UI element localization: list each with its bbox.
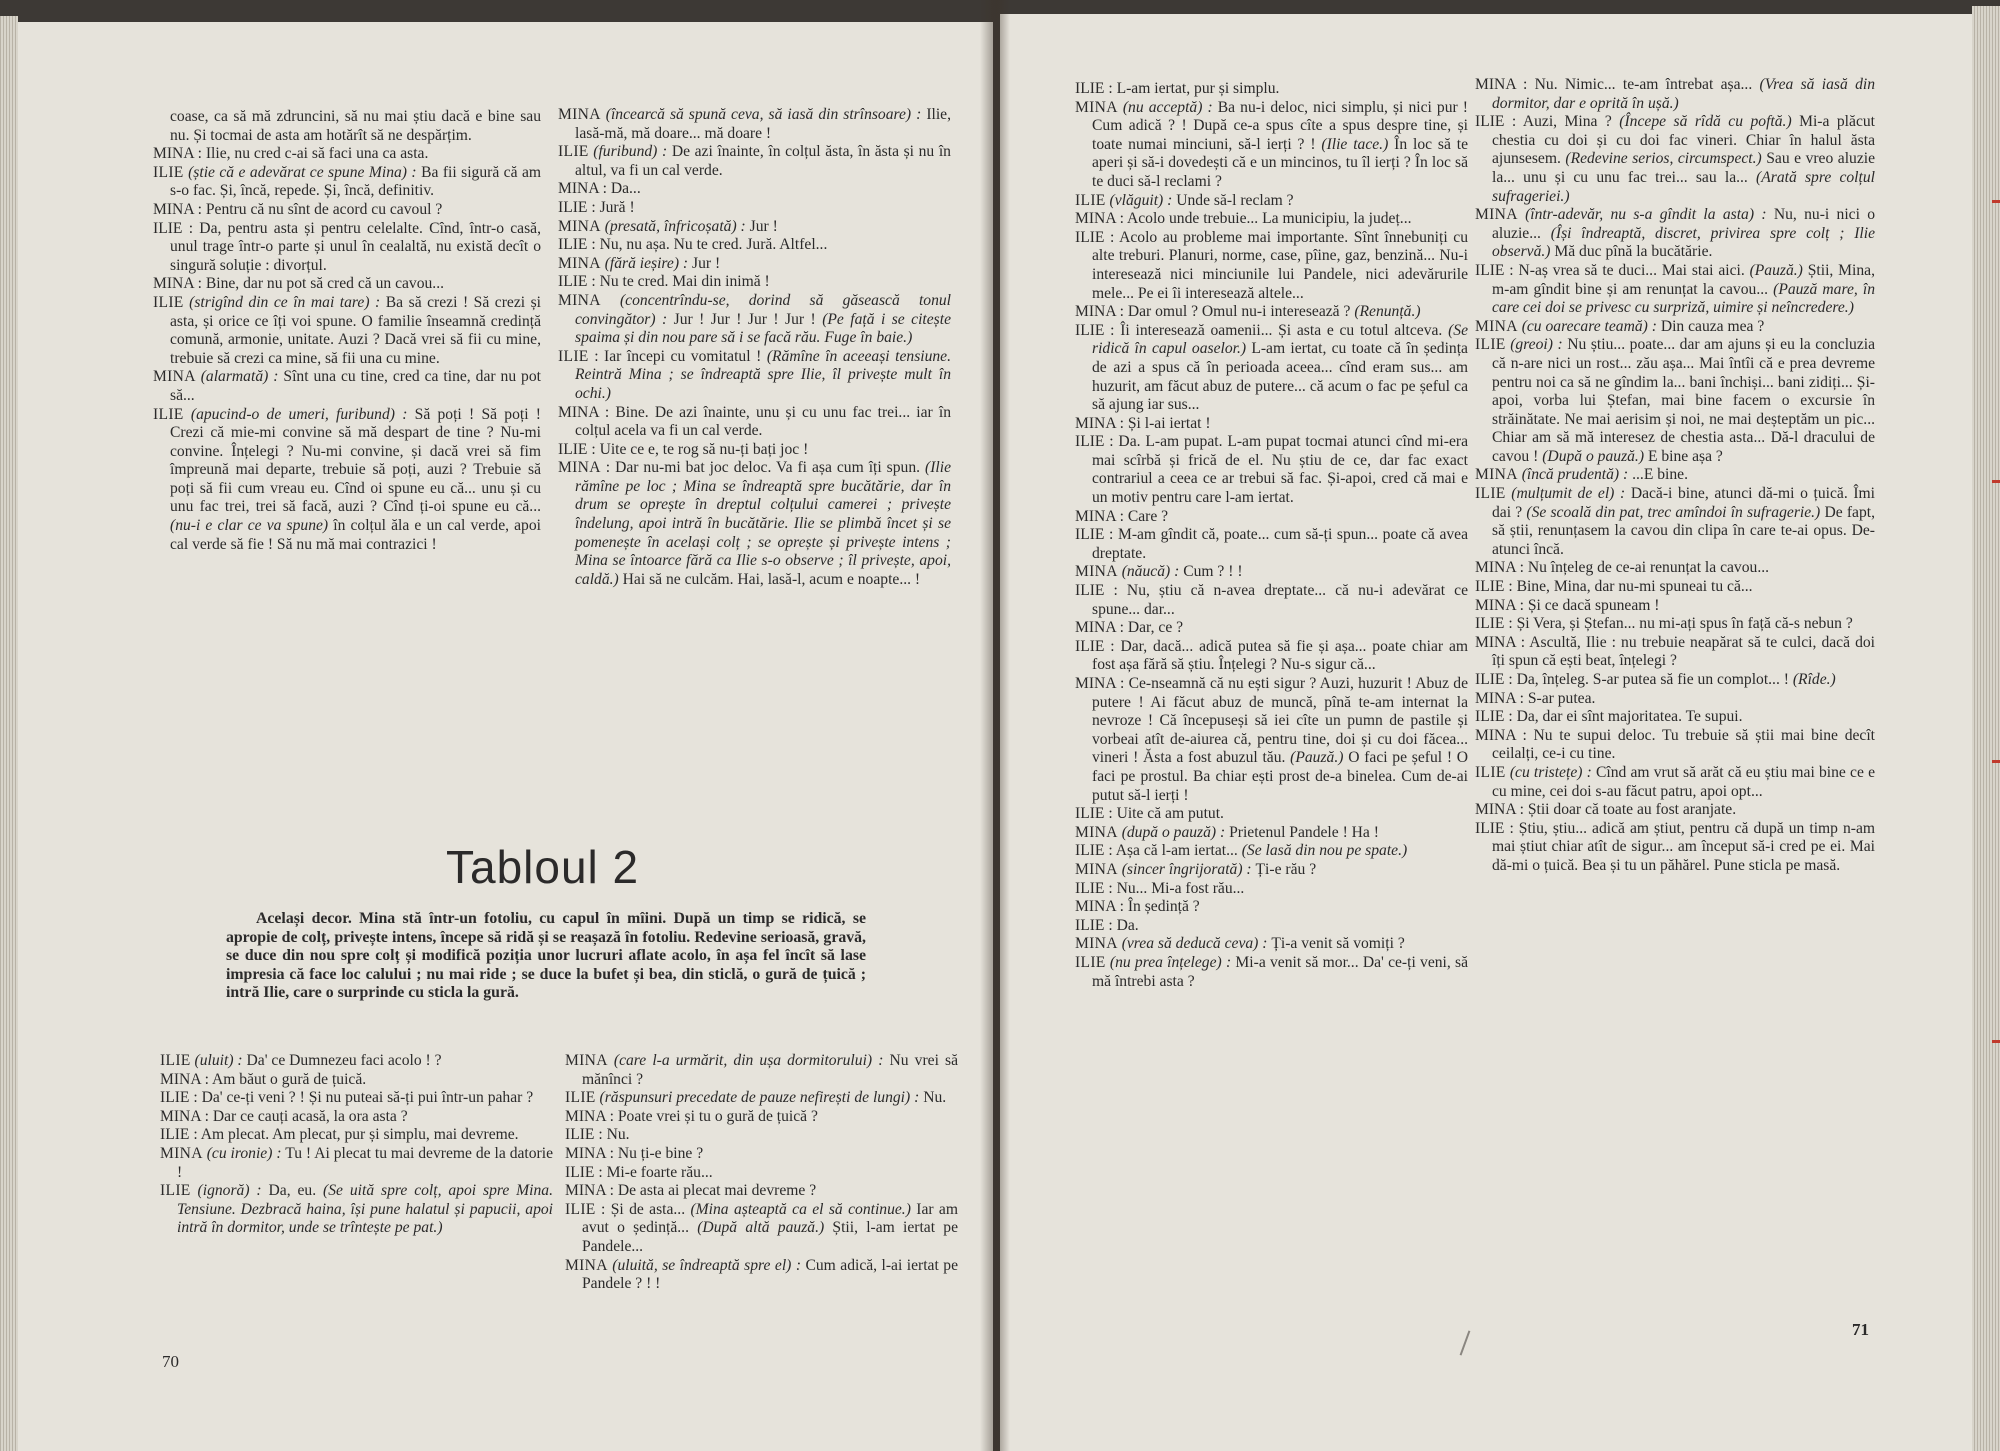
dialogue-line: [1075, 824, 1468, 843]
dialogue-line: [1475, 113, 1875, 206]
line-text: : Dar nu-mi bat joc deloc. Va fi așa cum îți spun.: [605, 459, 921, 477]
line-text: MINA : Și l-ai iertat !: [1075, 414, 1211, 432]
dialogue-line: [153, 406, 541, 555]
line-text: în colțul ăla e un cal verde, apoi cal verde să fie ! Să nu mă mai contrazici !: [170, 517, 541, 553]
dialogue-line: [558, 180, 951, 199]
dialogue-line: [1075, 842, 1468, 861]
speaker-name: MINA: [558, 254, 601, 272]
dialogue-line: [153, 275, 541, 294]
line-text: MINA : Nu înțeleg de ce-ai renunțat la cavou...: [1475, 559, 1770, 577]
dialogue-line: [558, 236, 951, 255]
dialogue-line: [1475, 671, 1875, 690]
line-text: ILIE : N-aș vrea să te duci... Mai stai aici.: [1475, 261, 1745, 279]
dialogue-line: [1075, 898, 1468, 917]
speaker-name: MINA: [1075, 98, 1118, 116]
line-text: ILIE : L-am iertat, pur și simplu.: [1075, 80, 1280, 97]
line-text: ILIE : Am plecat. Am plecat, pur și simplu, mai devreme.: [160, 1126, 519, 1144]
dialogue-line: [1475, 764, 1875, 801]
dialogue-line: [558, 143, 951, 180]
dialogue-line: [1475, 690, 1875, 709]
stage-note: (strigînd din ce în mai tare) :: [189, 293, 381, 311]
line-text: ILIE : Da. L-am pupat. L-am pupat tocmai atunci cînd mi-era mai scîrbă și frică de el. Nu știu de ce, dar fac exact contrariul a ceea ce ar trebui să fac. Și-apoi, cred că mai e un motiv pentru care l-am iertat.: [1075, 433, 1468, 507]
dialogue-line: [1475, 76, 1875, 113]
stage-note: (nu prea înțelege) :: [1109, 953, 1232, 971]
line-text: ILIE : Da, înțeleg. S-ar putea să fie un complot... !: [1475, 671, 1789, 688]
line-text: Ți-a venit să vomiți ?: [1271, 935, 1405, 953]
line-text: L-am iertat, cu toate că în ședința de azi a spus că în perioada aceea... cînd eram sus... am huzurit, am făcut abuz de putere... că acum o fac pe șeful ca să ajung iar sus...: [1092, 340, 1468, 414]
stage-note: (vrea să deducă ceva) :: [1121, 935, 1268, 953]
speaker-name: MINA: [1075, 860, 1118, 878]
line-text: ILIE : Dar, dacă... adică putea să fie și așa... poate chiar am fost așa fără să știu. Înțelegi ? Nu-s sigur că...: [1075, 637, 1468, 674]
dialogue-line: [1075, 805, 1468, 824]
stage-note: (Redevine serios, circumspect.): [1565, 150, 1762, 168]
dialogue-line: [565, 1201, 958, 1257]
line-text: Ba să crezi ! Să crezi și asta, și orice ce îți voi spune. O familie înseamnă credință comună, armonie, unitate. Auzi ? Dacă vrei să fii cu mine, trebuie să crezi ca mine, să fii una cu mine.: [170, 293, 541, 367]
line-text: Unde să-l reclam ?: [1176, 191, 1294, 209]
dialogue-line: [1475, 466, 1875, 485]
line-text: MINA : În ședință ?: [1075, 898, 1200, 916]
stage-note: (nu acceptă) :: [1122, 98, 1213, 116]
line-text: Jur ! Jur ! Jur ! Jur !: [673, 310, 816, 328]
dialogue-line: [1075, 675, 1468, 805]
dialogue-line: [1475, 727, 1875, 764]
line-text: ILIE : Mi-e foarte rău...: [565, 1163, 713, 1181]
dialogue-line: [160, 1145, 553, 1182]
line-text: Nu știu... poate... dar am ajuns și eu la concluzia că n-are nici un rost... zău așa... Mai întîi că e prea devreme pentru noi ca să ne gîndim la... bani închiși... bani zidiți... Și-apoi, vorba lui Ștefan, mai bine facem o excursie în străinătate. Ne mai aerisim și noi, ne mai deșteptăm un pic... Chiar am să mă interesez de chestia asta... Dă-l dracului de cavou !: [1492, 336, 1875, 465]
stage-note: (știe că e adevărat ce spune Mina) :: [188, 163, 417, 181]
line-text: ILIE : Nu... Mi-a fost rău...: [1075, 879, 1245, 897]
stage-note: (După altă pauză.): [697, 1219, 825, 1237]
speaker-name: ILIE: [1475, 485, 1506, 503]
stage-note: (Se scoală din pat, trec amîndoi în sufragerie.): [1526, 503, 1821, 521]
line-text: : Iar începi cu vomitatul !: [594, 347, 762, 365]
stage-note: (Rămîne în aceeași tensiune. Reintră Mina ; se îndreaptă spre Ilie, îl privește mult în ochi.): [575, 347, 952, 402]
line-text: ILIE : Și Vera, și Ștefan... nu mi-ați spus în față că-s nebun ?: [1475, 615, 1853, 633]
line-text: coase, ca să mă zdruncini, să nu mai știu dacă e bine sau nu. Și tocmai de asta am hotărît să ne despărțim.: [170, 108, 541, 144]
dialogue-line: [1075, 935, 1468, 954]
line-text: ILIE : Nu, știu că n-avea dreptate... că nu-i adevărat ce spune... dar...: [1075, 582, 1468, 618]
stage-note: (sincer îngrijorată) :: [1121, 860, 1252, 878]
page-number-left: 70: [162, 1352, 179, 1371]
line-text: În loc să te aperi și să-i dovedești că e un mincinos, tu îl ierți ? În loc să te duci să-l reclami ?: [1092, 135, 1468, 190]
stage-note: (concentrîndu-se, dorind să găsească tonul convingător) :: [575, 291, 951, 328]
speaker-name: MINA: [558, 291, 601, 309]
line-text: Jur !: [749, 217, 778, 235]
speaker-name: MINA: [558, 217, 601, 235]
speaker-name: MINA: [558, 459, 601, 477]
line-text: : Și de asta...: [601, 1200, 686, 1218]
scene-title: Tabloul 2: [446, 841, 640, 893]
line-text: Mi-a venit să mor... Da' ce-ți veni, să mă întrebi asta ?: [1092, 953, 1468, 990]
line-text: Din cauza mea ?: [1660, 317, 1765, 335]
line-text: Să poți ! Să poți ! Crezi că mie-mi convine să mă despart de tine ? Nu-mi convine. Înțelegi ? Nu-mi convine, și dacă vrei să fim împreună mai departe, trebuie să poți, auzi ? Trebuie să poți să fii cum vreau eu. Cînd oi spune eu că... unu și cu unu fac trei, trei să facă, auzi ? Cînd ți-oi spune eu că...: [170, 405, 541, 516]
line-text: ILIE : Îi interesează oamenii... Și asta e cu totul altceva.: [1075, 321, 1443, 339]
dialogue-line: [565, 1108, 958, 1127]
line-text: Știi, Mina, m-am gîndit bine și am renunțat la cavou...: [1492, 261, 1875, 298]
dialogue-line: [153, 368, 541, 405]
line-text: Sînt una cu tine, cred ca tine, dar nu pot să...: [170, 368, 541, 404]
speaker-name: MINA: [1075, 823, 1118, 841]
right-column-1: [1075, 80, 1468, 991]
speaker-name: ILIE: [153, 163, 184, 181]
dialogue-line: [558, 441, 951, 460]
line-text: Jur !: [692, 254, 721, 272]
line-text: Tu ! Ai plecat tu mai devreme de la datorie !: [177, 1144, 553, 1181]
stage-note: (Ilie tace.): [1321, 135, 1389, 153]
dialogue-line: [153, 164, 541, 201]
dialogue-line: [1075, 303, 1468, 322]
left-column-4: [565, 1052, 958, 1294]
page-marker: [1992, 760, 2000, 763]
left-column-1: [153, 108, 541, 554]
line-text: MINA : Ascultă, Ilie : nu trebuie neapărat să te culci, dacă doi îți spun că ești beat, înțelegi ?: [1475, 633, 1875, 670]
book-gutter: [980, 0, 1010, 1451]
page-number-right: 71: [1852, 1320, 1869, 1339]
dialogue-line: [1475, 801, 1875, 820]
line-text: Ilie, lasă-mă, mă doare... mă doare !: [575, 106, 951, 142]
line-text: Prietenul Pandele ! Ha !: [1229, 823, 1379, 841]
line-text: Ba nu-i deloc, nici simplu, și nici pur ! Cum adică ? ! După ce-a spus cîte a spus despre tine, și toate numai minciuni, să-l ierți ? !: [1092, 98, 1468, 153]
speaker-name: MINA: [1475, 466, 1518, 484]
dialogue-line: [153, 201, 541, 220]
line-text: De fapt, să știi, renunțasem la cavou din clipa în care te-ai opus. De-atunci încă.: [1492, 503, 1875, 558]
stage-note: (după o pauză) :: [1121, 823, 1226, 841]
line-text: Cum ? ! !: [1183, 563, 1243, 581]
stage-note: (Pauză.): [1749, 261, 1803, 279]
line-text: MINA : Și ce dacă spuneam !: [1475, 596, 1660, 614]
line-text: MINA : Bine. De azi înainte, unu și cu unu fac trei... iar în colțul acela va fi un cal verde.: [558, 403, 951, 440]
dialogue-line: [565, 1145, 958, 1164]
line-text: Cînd am vrut să arăt că eu știu mai bine ce e cu mine, cei doi s-au făcut patru, apoi opt...: [1492, 763, 1875, 800]
line-text: MINA : Care ?: [1075, 507, 1169, 525]
stage-note: (cu tristețe) :: [1509, 763, 1592, 781]
dialogue-line: [1075, 619, 1468, 638]
speaker-name: MINA: [1475, 317, 1518, 335]
line-text: MINA : Dar omul ? Omul nu-i interesează ?: [1075, 303, 1351, 321]
speaker-name: MINA: [1475, 206, 1518, 224]
stage-note: (cu oarecare teamă) :: [1521, 317, 1657, 335]
dialogue-line: [1075, 322, 1468, 415]
dialogue-line: [1475, 318, 1875, 337]
speaker-name: MINA: [565, 1052, 608, 1069]
line-text: ILIE : Nu te cred. Mai din inimă !: [558, 273, 770, 291]
stage-note: (Arată spre colțul sufrageriei.): [1492, 168, 1875, 205]
stage-note: (Vrea să iasă din dormitor, dar e oprită în ușă.): [1492, 76, 1876, 112]
stage-note: (Pauză mare, în care cei doi se privesc cu surpriză, uimire și neîncredere.): [1492, 280, 1875, 317]
stage-note: (nu-i e clar ce va spune): [170, 517, 329, 535]
dialogue-line: [1075, 563, 1468, 582]
dialogue-line: [1475, 206, 1875, 262]
line-text: ILIE : Da' ce-ți veni ? ! Și nu puteai să-ți pui într-un pahar ?: [160, 1089, 534, 1107]
right-column-2: [1475, 76, 1875, 876]
dialogue-line: [1475, 820, 1875, 876]
dialogue-line: [1475, 336, 1875, 466]
stage-note: (alarmată) :: [200, 368, 279, 386]
line-text: ...E bine.: [1632, 466, 1688, 484]
dialogue-line: [1475, 559, 1875, 578]
dialogue-line: [1075, 210, 1468, 229]
stage-note: (vlăguit) :: [1109, 191, 1173, 209]
stage-note: (cu ironie) :: [206, 1144, 282, 1162]
line-text: ILIE : Știu, știu... adică am știut, pentru că după un timp n-am mai știut chiar atît de sigur... am început să-i cred pe ei. Mai dă-mi o țuică. Bea și tu un păhărel. Pune sticla pe masă.: [1475, 819, 1875, 874]
right-page-edges: [1972, 6, 2000, 1451]
speaker-name: MINA: [153, 368, 196, 386]
stage-direction: Același decor. Mina stă într-un fotoliu, cu capul în mîini. După un timp se ridică, se apropie de colț, privește intens, începe să ridă și se reașază în fotoliu. Redevine serioasă, gravă, se duce din nou spre colț și modifică poziția unor lucruri aflate acolo, în așa fel încît să lase impresia că face loc calului ; nu mai ride ; se duce la bufet și bea, din sticlă, o gură de țuică ; intră Ilie, care o surprinde cu sticla la gură.: [226, 910, 866, 1002]
dialogue-line: [1075, 954, 1468, 991]
line-text: MINA : De asta ai plecat mai devreme ?: [565, 1182, 817, 1200]
line-text: ILIE : Jură !: [558, 198, 635, 216]
dialogue-line: [1075, 880, 1468, 899]
stage-note: (Pauză.): [1290, 749, 1344, 767]
right-page: [1000, 14, 1972, 1451]
dialogue-line: [1475, 634, 1875, 671]
line-text: Ba fii sigură că am s-o fac. Și, încă, repede. Și, încă, definitiv.: [170, 163, 542, 200]
line-text: MINA : Acolo unde trebuie... La municipiu, la județ...: [1075, 210, 1412, 228]
dialogue-line: [1075, 508, 1468, 527]
line-text: ILIE : Nu.: [565, 1126, 630, 1144]
dialogue-line: [565, 1089, 958, 1108]
stage-note: (care l-a urmărit, din ușa dormitorului) :: [613, 1052, 884, 1069]
dialogue-line: [1475, 615, 1875, 634]
page-marker: [1992, 1040, 2000, 1043]
line-text: MINA : Da...: [558, 180, 641, 198]
dialogue-line: [1475, 262, 1875, 318]
left-page: [18, 22, 993, 1451]
line-text: MINA : Bine, dar nu pot să cred că un cavou...: [153, 275, 445, 293]
speaker-name: MINA: [1075, 935, 1118, 953]
dialogue-line: [1075, 433, 1468, 507]
line-text: ILIE : Bine, Mina, dar nu-mi spuneai tu că...: [1475, 578, 1753, 596]
stage-note: (Ilie rămîne pe loc ; Mina se îndreaptă spre bucătărie, dar în drum se oprește în dreptul colțului camerei ; privește îndelung, apoi intră în bucătărie. Ilie se plimbă încet și se pomenește în același colț ; se oprește și privește intens ; Mina se întoarce fără ca Ilie s-o observe ; îl privește, apoi, caldă.): [575, 459, 951, 588]
dialogue-line: [160, 1089, 553, 1108]
line-text: ILIE : M-am gîndit că, poate... cum să-ți spun... poate că avea dreptate.: [1075, 526, 1468, 562]
line-text: Nu.: [923, 1089, 947, 1107]
stage-note: (uluit) :: [194, 1052, 243, 1069]
stage-note: (Se lasă din nou pe spate.): [1241, 842, 1408, 860]
line-text: MINA : Dar ce cauți acasă, la ora asta ?: [160, 1107, 408, 1125]
speaker-name: ILIE: [565, 1089, 596, 1107]
speaker-name: ILIE: [558, 143, 589, 161]
speaker-name: ILIE: [160, 1052, 191, 1069]
dialogue-line: [1075, 229, 1468, 303]
dialogue-line: [558, 199, 951, 218]
dialogue-line: [160, 1182, 553, 1238]
stage-note: (încearcă să spună ceva, să iasă din strînsoare) :: [605, 106, 922, 123]
dialogue-line: [153, 145, 541, 164]
dialogue-line: [1475, 485, 1875, 559]
dialogue-line: [153, 294, 541, 368]
dialogue-line: [160, 1108, 553, 1127]
line-text: ILIE : Uite că am putut.: [1075, 805, 1224, 823]
speaker-name: MINA: [1075, 563, 1118, 581]
line-text: De azi înainte, în colțul ăsta, în ăsta și nu în altul, va fi un cal verde.: [575, 143, 951, 179]
stage-note: (Începe să rîdă cu poftă.): [1619, 113, 1792, 131]
dialogue-line: [160, 1071, 553, 1090]
dialogue-line: [153, 220, 541, 276]
line-text: Știi, l-am iertat pe Pandele...: [582, 1219, 959, 1255]
line-text: ILIE : Nu, nu așa. Nu te cred. Jură. Altfel...: [558, 236, 828, 254]
line-text: MINA : Ce-nseamnă că nu ești sigur ? Auzi, huzurit ! Abuz de putere ! Ai făcut abuz de muncă, pînă te-am internat la nevroze ! Că începuseși să iei cîte un pumn de pastile și vorbeai atît de-aiurea că, pentru tine, doi și cu doi făcea... vineri ! Ăsta a fost abuzul tău.: [1075, 675, 1468, 767]
dialogue-line: [1075, 861, 1468, 880]
stage-note: (răspunsuri precedate de pauze nefirești de lungi) :: [599, 1089, 920, 1107]
dialogue-line: [558, 459, 951, 589]
line-text: Hai să ne culcăm. Hai, lasă-l, acum e noapte... !: [622, 570, 921, 588]
line-text: MINA : Nu. Nimic... te-am întrebat așa...: [1475, 76, 1753, 93]
stage-note: (presată, înfricoșată) :: [604, 217, 746, 235]
dialogue-line: [1075, 917, 1468, 936]
line-text: Mă duc pînă la bucătărie.: [1554, 243, 1713, 261]
speaker-name: ILIE: [153, 293, 184, 311]
stage-note: (încă prudentă) :: [1521, 466, 1629, 484]
line-text: Da, eu.: [268, 1182, 317, 1200]
dialogue-line: [1075, 415, 1468, 434]
line-text: ILIE : Așa că l-am iertat...: [1075, 842, 1238, 860]
dialogue-line: [558, 292, 951, 348]
left-column-3: [160, 1052, 553, 1238]
speaker-name: ILIE: [160, 1182, 191, 1200]
dialogue-line: [558, 106, 951, 143]
dialogue-line: [565, 1182, 958, 1201]
stage-note: (Mina așteaptă ca el să continue.): [690, 1200, 911, 1218]
dialogue-line: [1075, 99, 1468, 192]
line-text: E bine așa ?: [1647, 447, 1723, 465]
line-text: Da' ce Dumnezeu faci acolo ! ?: [246, 1052, 442, 1069]
line-text: MINA : Nu ți-e bine ?: [565, 1144, 704, 1162]
dialogue-line: [558, 273, 951, 292]
dialogue-line: [1075, 638, 1468, 675]
dialogue-line: [160, 1126, 553, 1145]
dialogue-line: [565, 1052, 958, 1089]
speaker-name: MINA: [558, 106, 601, 123]
dialogue-line: [1075, 526, 1468, 563]
line-text: Dacă-i bine, atunci dă-mi o țuică. Îmi dai ?: [1492, 485, 1875, 521]
stage-note: (Renunță.): [1354, 303, 1421, 321]
dialogue-line: [558, 348, 951, 404]
line-text: ILIE : Da.: [1075, 916, 1139, 934]
stage-note: (greoi) :: [1510, 336, 1563, 354]
stage-note: (fără ieșire) :: [604, 254, 689, 272]
speaker-name: MINA: [565, 1256, 608, 1274]
dialogue-line: [558, 255, 951, 274]
left-column-2: [558, 106, 951, 589]
speaker-name: ILIE: [1075, 953, 1106, 971]
speaker-name: ILIE: [558, 347, 589, 365]
line-text: O faci pe șeful ! O faci pe prostul. Ba chiar ești prost de-a binelea. Cum de-ai putut să-l ierți !: [1092, 749, 1469, 804]
stage-note: (Se uită spre colț, apoi spre Mina. Tensiune. Dezbracă haina, își pune halatul și papucii, apoi intră în dormitor, unde se trîntește pe pat.): [177, 1182, 553, 1237]
line-text: MINA : Știi doar că toate au fost aranjate.: [1475, 801, 1737, 819]
stage-note: (Pe față i se citește spaima și din nou pare să i se facă rău. Fuge în baie.): [575, 310, 951, 347]
stage-note: (uluită, se îndreaptă spre el) :: [612, 1256, 802, 1274]
stage-note: (năucă) :: [1121, 563, 1180, 581]
stage-note: (mulțumit de el) :: [1511, 485, 1626, 503]
stage-note: (furibund) :: [593, 143, 668, 161]
page-marker: [1992, 200, 2000, 203]
stage-note: (într-adevăr, nu s-a gîndit la asta) :: [1525, 206, 1767, 224]
dialogue-line: [1075, 80, 1468, 99]
line-text: Nu, nu-i nici o aluzie...: [1492, 206, 1876, 242]
dialogue-line: [1075, 192, 1468, 211]
line-text: MINA : Nu te supui deloc. Tu trebuie să știi mai bine decît ceilalți, ce-i cu tine.: [1475, 726, 1875, 763]
speaker-name: ILIE: [1475, 763, 1506, 781]
line-text: MINA : Poate vrei și tu o gură de țuică ?: [565, 1107, 818, 1125]
line-text: Mi-a plăcut chestia cu doi și cu doi fac vineri. Chiar în halul ăsta ajunsesem.: [1492, 113, 1875, 168]
speaker-name: ILIE: [565, 1200, 596, 1218]
dialogue-line: [558, 218, 951, 237]
speaker-name: ILIE: [1075, 191, 1106, 209]
line-text: MINA : Am băut o gură de țuică.: [160, 1070, 367, 1088]
line-text: Sau e vreo aluzie la... unu și cu unu fac trei... sau la...: [1492, 150, 1876, 186]
dialogue-line: [565, 1126, 958, 1145]
left-page-edges: [0, 16, 18, 1451]
line-text: ILIE : Da, pentru asta și pentru celelalte. Cînd, într-o casă, unul trage într-o parte și unul în cealaltă, nu există decît o singură soluție : divorțul.: [153, 219, 541, 274]
stage-note: (După o pauză.): [1542, 447, 1645, 465]
speaker-name: ILIE: [1475, 336, 1506, 354]
dialogue-line: [1075, 582, 1468, 619]
stage-note: (Rîde.): [1792, 671, 1836, 688]
line-text: ILIE : Uite ce e, te rog să nu-ți bați joc !: [558, 440, 809, 458]
dialogue-line: [565, 1257, 958, 1294]
line-text: ILIE : Da, dar ei sînt majoritatea. Te supui.: [1475, 708, 1743, 726]
line-text: Nu vrei să mănînci ?: [582, 1052, 958, 1088]
line-text: MINA : Pentru că nu sînt de acord cu cavoul ?: [153, 200, 443, 218]
stage-note: (Își îndreaptă, discret, privirea spre colț ; Ilie observă.): [1492, 224, 1875, 261]
line-text: ILIE : Auzi, Mina ?: [1475, 113, 1612, 131]
dialogue-line: [160, 1052, 553, 1071]
stage-note: (ignoră) :: [197, 1182, 262, 1200]
speaker-name: ILIE: [153, 405, 184, 423]
line-text: Ți-e rău ?: [1255, 860, 1317, 878]
dialogue-line: [153, 108, 541, 145]
page-marker: [1992, 480, 2000, 483]
line-text: Iar am avut o ședință...: [582, 1200, 958, 1237]
stage-note: (apucind-o de umeri, furibund) :: [190, 405, 408, 423]
dialogue-line: [1475, 578, 1875, 597]
line-text: ILIE : Acolo au probleme mai importante. Sînt înnebuniți cu alte treburi. Planuri, norme, case, pîine, gaz, benzină... Nu-i interesează nici minciunile lui Pandele, nici adevărurile mele... Pe ei îi interesează altele...: [1075, 228, 1468, 302]
stage-note: (Se ridică în capul oaselor.): [1092, 321, 1468, 358]
line-text: MINA : S-ar putea.: [1475, 689, 1596, 707]
dialogue-line: [558, 404, 951, 441]
speaker-name: MINA: [160, 1144, 203, 1162]
dialogue-line: [1475, 708, 1875, 727]
dialogue-line: [1475, 597, 1875, 616]
line-text: Cum adică, l-ai iertat pe Pandele ? ! !: [582, 1256, 958, 1293]
dialogue-line: [565, 1164, 958, 1183]
line-text: MINA : Ilie, nu cred c-ai să faci una ca asta.: [153, 145, 429, 163]
line-text: MINA : Dar, ce ?: [1075, 619, 1184, 637]
